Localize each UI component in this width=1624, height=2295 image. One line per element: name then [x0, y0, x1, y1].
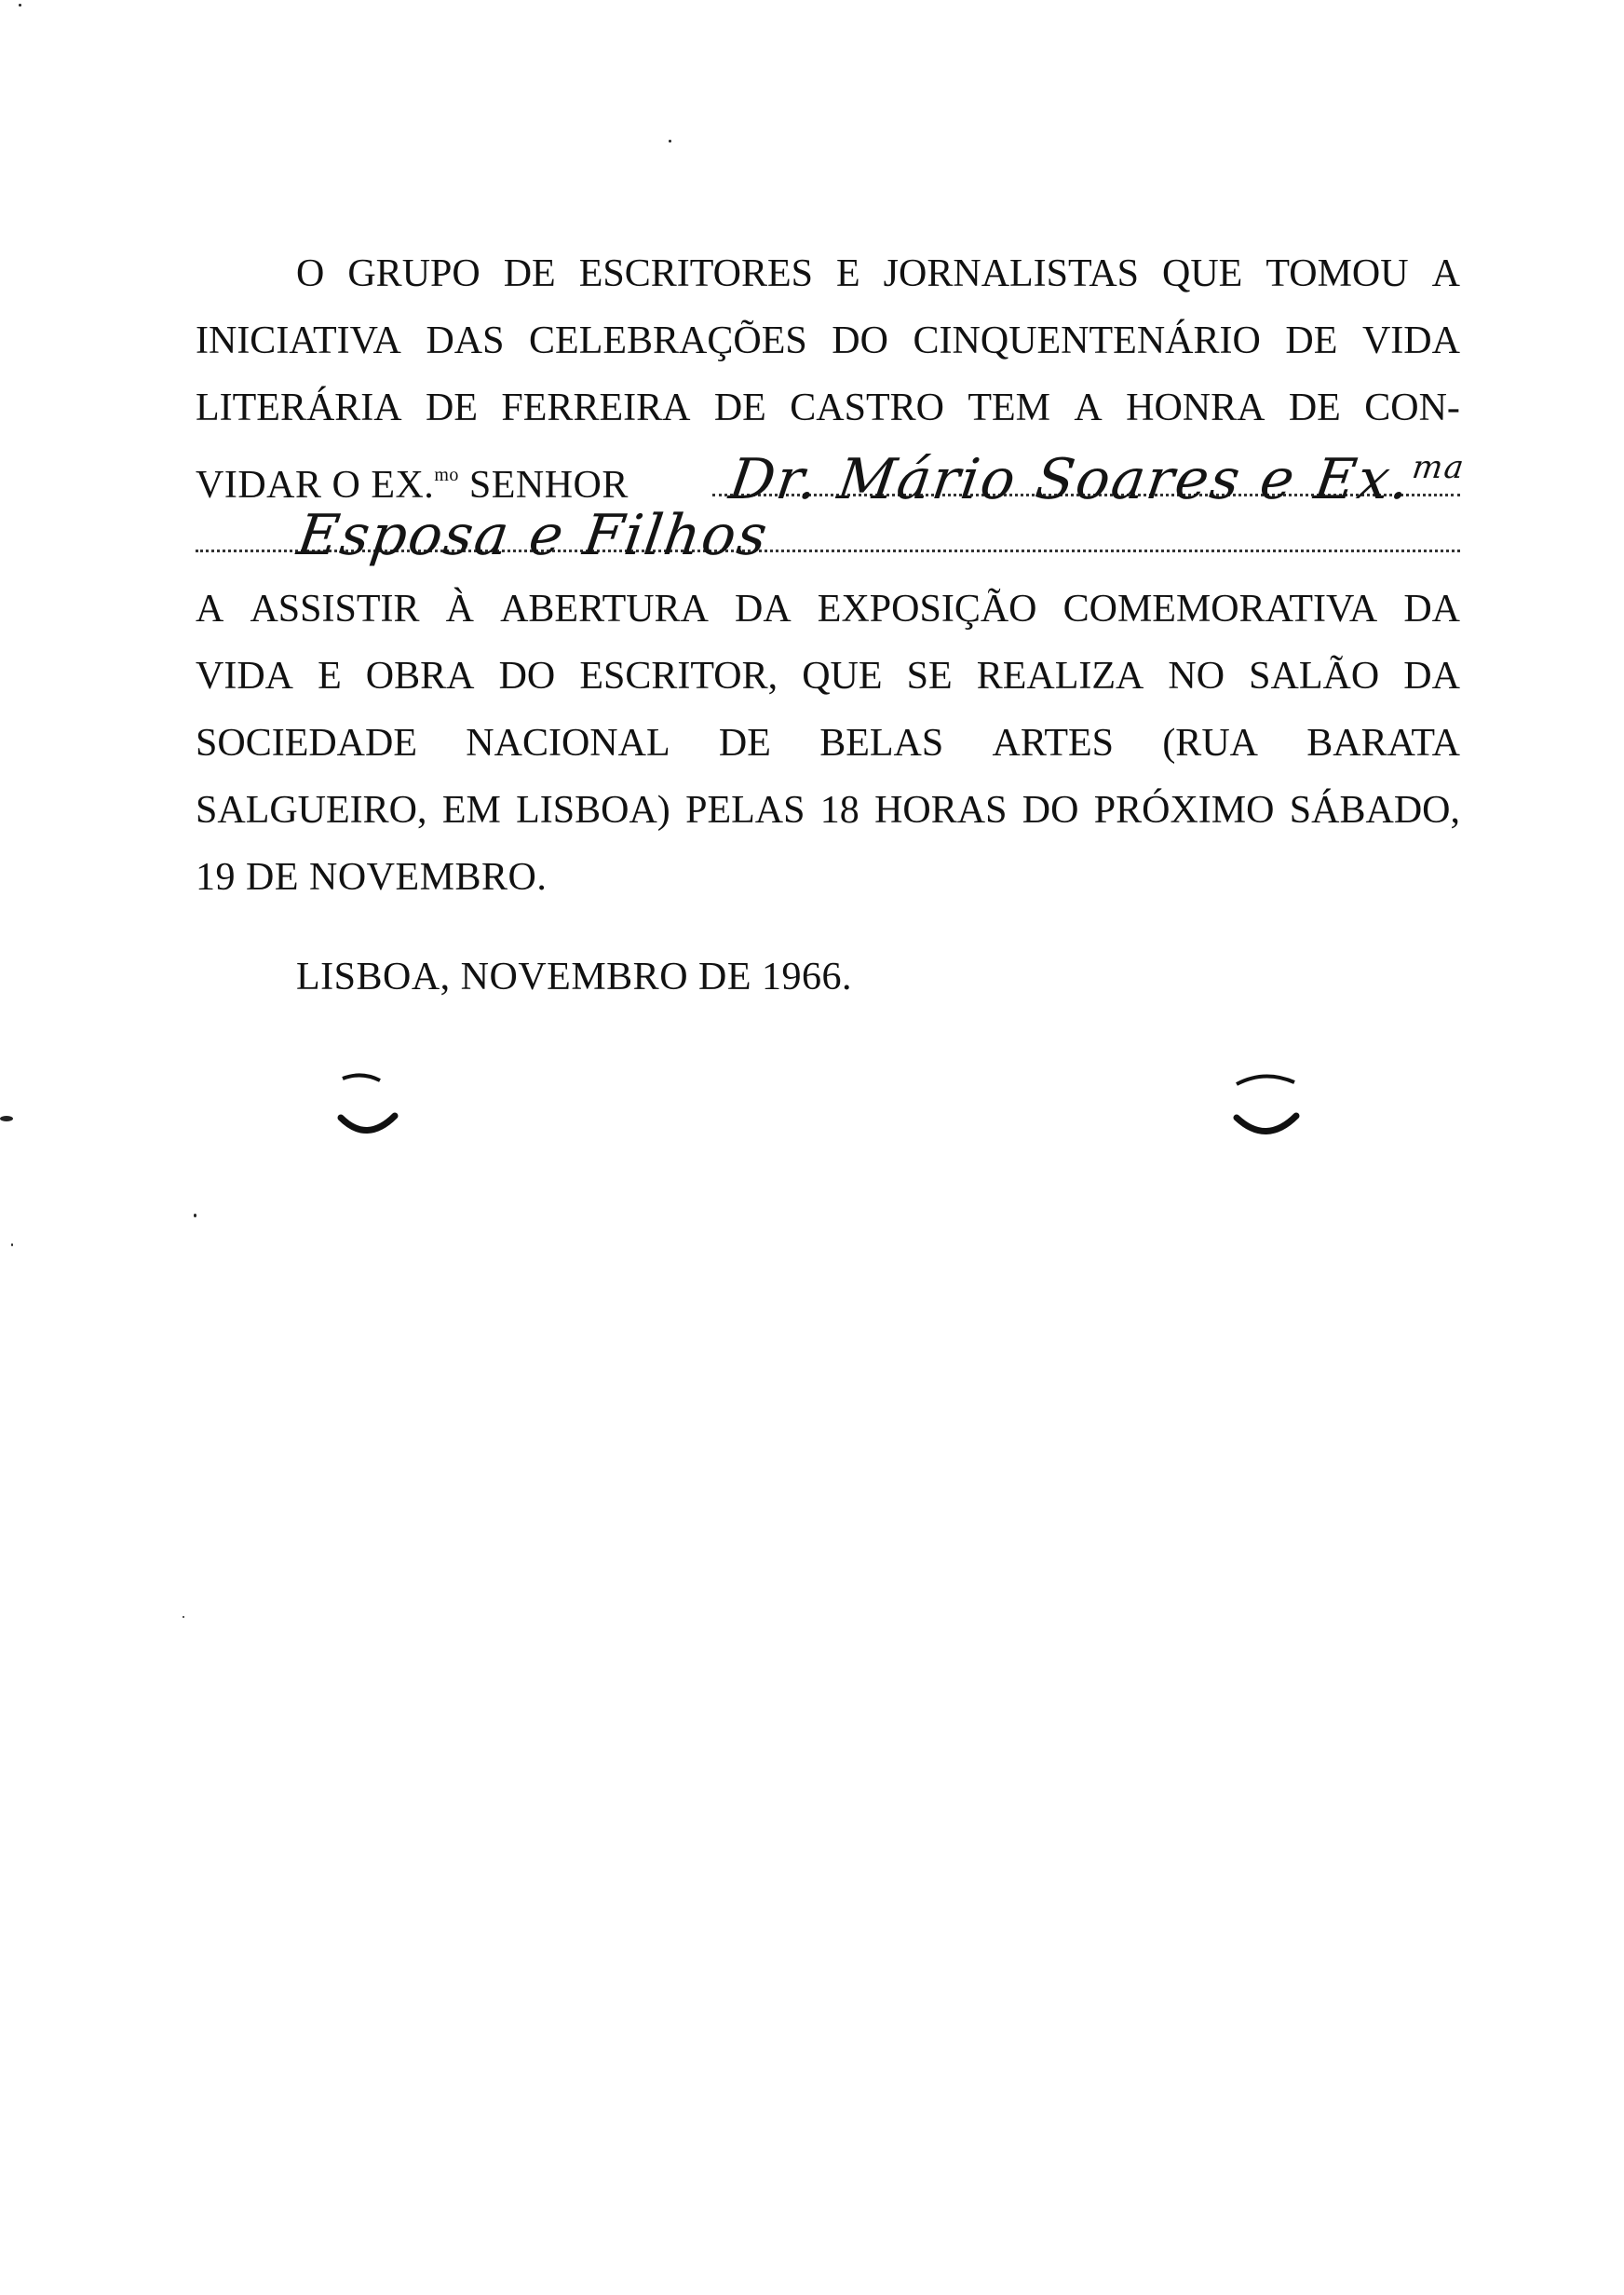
word: VIDA: [1361, 319, 1460, 362]
word: O: [296, 252, 325, 295]
word: VIDA: [196, 655, 293, 698]
word: SE: [906, 655, 953, 698]
word: EXPOSIÇÃO: [817, 588, 1037, 631]
word: ABERTURA: [500, 588, 709, 631]
paragraph1-line4: [196, 455, 629, 505]
word: NO: [1168, 655, 1225, 698]
paragraph1-line4-tail: SENHOR: [458, 464, 629, 507]
paragraph2-line1: [196, 590, 1460, 629]
word: HONRA: [1126, 387, 1265, 429]
word: OBRA: [365, 655, 475, 698]
paragraph2-line5: 19 DE NOVEMBRO.: [196, 856, 548, 899]
dust-speck: [669, 140, 671, 143]
word: GRUPO: [347, 252, 480, 295]
word: SOCIEDADE: [196, 722, 417, 765]
word: ASSISTIR: [250, 588, 420, 631]
word: COMEMORATIVA: [1062, 588, 1378, 631]
word: A: [196, 588, 224, 631]
word: CELEBRAÇÕES: [529, 319, 807, 362]
paragraph2-line3: [196, 724, 1460, 763]
word: REALIZA: [976, 655, 1144, 698]
dateline: LISBOA, NOVEMBRO DE 1966.: [296, 956, 853, 998]
handwritten-name-line2: Esposa e Filhos: [293, 503, 773, 568]
word: DE: [1288, 387, 1341, 429]
word: CINQUENTENÁRIO: [913, 319, 1261, 362]
word: BARATA: [1306, 722, 1460, 765]
word: DA: [735, 588, 792, 631]
word: À: [445, 588, 474, 631]
word: DA: [1403, 588, 1460, 631]
paragraph1-line4-lead: VIDAR O EX.: [196, 464, 435, 507]
handwritten-name-line1: [725, 440, 1469, 512]
word: QUE: [1162, 252, 1243, 295]
word: A: [1431, 252, 1460, 295]
word: DAS: [426, 319, 505, 362]
word: LISBOA): [516, 789, 670, 832]
word: DE: [713, 387, 766, 429]
word: QUE: [802, 655, 883, 698]
word: PELAS: [685, 789, 805, 832]
word: CASTRO: [790, 387, 944, 429]
word: SALGUEIRO,: [196, 789, 427, 832]
word: DO: [498, 655, 556, 698]
word: TOMOU: [1265, 252, 1409, 295]
paragraph1-line2: [196, 321, 1460, 360]
word: DO: [832, 319, 888, 362]
word: DA: [1403, 655, 1460, 698]
word: 18: [819, 789, 859, 832]
word: E: [318, 655, 342, 698]
dust-speck: [19, 4, 21, 7]
word: NACIONAL: [466, 722, 670, 765]
paragraph1-line1: [296, 254, 1460, 293]
word: DE: [503, 252, 556, 295]
ring-mark-right: [1227, 1069, 1311, 1153]
paragraph2-line2: [196, 657, 1460, 696]
word: TEM: [968, 387, 1050, 429]
word: ARTES: [992, 722, 1115, 765]
word: E: [836, 252, 860, 295]
dust-speck: [11, 1243, 13, 1246]
word: HORAS: [874, 789, 1008, 832]
word: ESCRITORES: [578, 252, 814, 295]
word: FERREIRA: [501, 387, 691, 429]
dust-speck: [194, 1214, 196, 1217]
paragraph1-line4-sup: mo: [434, 465, 459, 485]
handwritten-name-sup: ma: [1410, 449, 1468, 486]
word: A: [1074, 387, 1103, 429]
word: (RUA: [1162, 722, 1258, 765]
dust-speck: [183, 1616, 184, 1618]
word: PRÓXIMO: [1093, 789, 1275, 832]
word: INICIATIVA: [196, 319, 401, 362]
word: DO: [1022, 789, 1079, 832]
word: SÁBADO,: [1289, 789, 1460, 832]
word: CON-: [1364, 387, 1460, 429]
ring-mark-left: [335, 1069, 410, 1153]
word: DE: [718, 722, 771, 765]
handwritten-name-text: Dr. Mário Soares e Ex.: [725, 447, 1415, 512]
word: SALÃO: [1249, 655, 1380, 698]
word: BELAS: [819, 722, 944, 765]
word: DE: [426, 387, 479, 429]
paragraph1-line3: [196, 388, 1460, 428]
paragraph2-line4: [196, 791, 1460, 830]
word: LITERÁRIA: [196, 387, 402, 429]
ink-speck: [0, 1116, 13, 1121]
word: DE: [1285, 319, 1338, 362]
word: EM: [441, 789, 501, 832]
word: JORNALISTAS: [883, 252, 1140, 295]
word: ESCRITOR,: [579, 655, 778, 698]
